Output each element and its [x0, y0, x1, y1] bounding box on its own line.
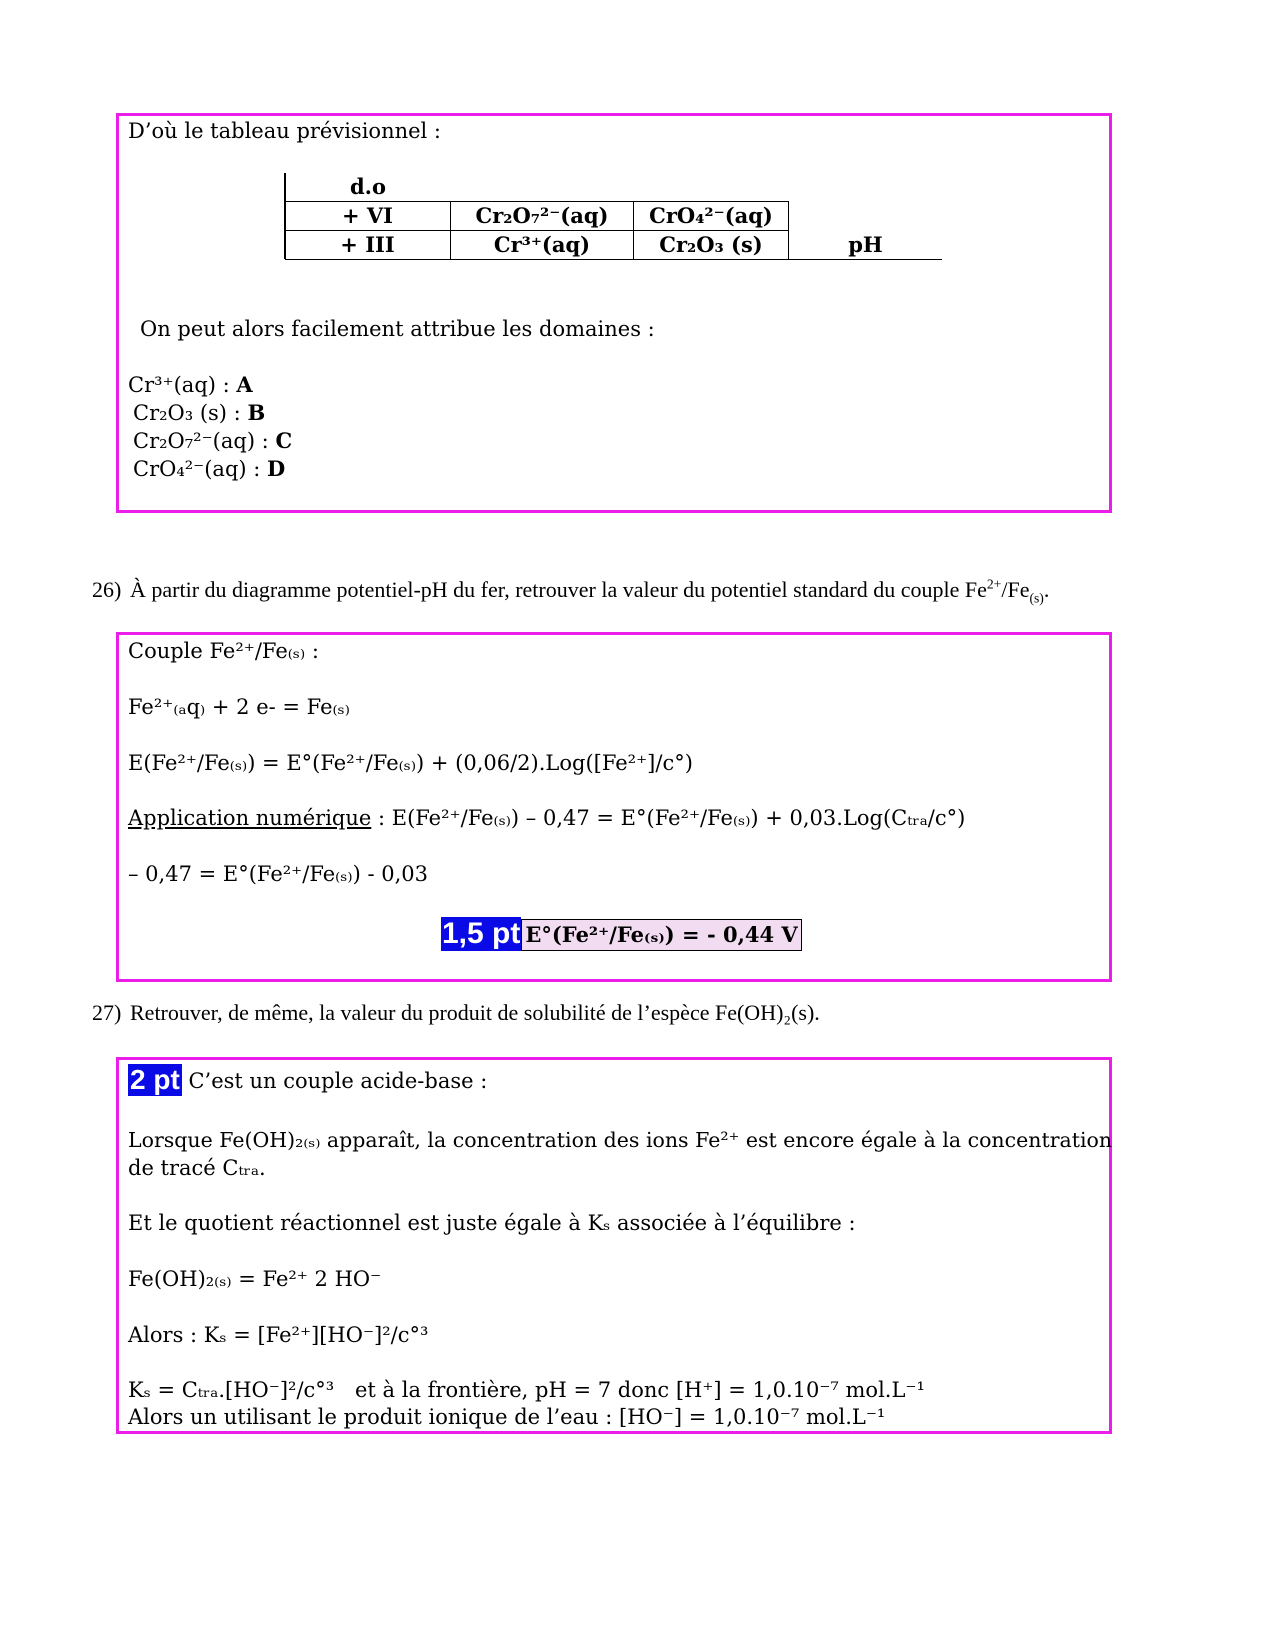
numeric-application — [128, 805, 965, 831]
domains-intro: On peut alors facilement attribue les domaines : — [140, 317, 655, 341]
question-text: Retrouver, de même, la valeur du produit de solubilité de l’espèce Fe(OH)₂(s). — [130, 1000, 820, 1025]
domain-item — [133, 428, 292, 454]
couple-heading: Couple Fe²⁺/Fe₍ₛ₎ : — [128, 639, 319, 663]
question-text: À partir du diagramme potentiel-pH du fer, retrouver la valeur du potentiel standard du couple Fe — [130, 577, 987, 602]
question-26 — [92, 576, 1050, 606]
domain-species: Cr³⁺(aq) : — [128, 373, 237, 397]
table-row — [285, 202, 942, 231]
question-number: 27) — [92, 1000, 122, 1025]
table-cell-species: Cr₂O₃ (s) — [634, 231, 789, 260]
dissolution-equation: Fe(OH)₂₍ₛ₎ = Fe²⁺ 2 HO⁻ — [128, 1267, 382, 1291]
question-text-fe: /Fe — [1001, 577, 1030, 602]
domain-species: Cr₂O₇²⁻(aq) : — [133, 429, 276, 453]
domain-species: CrO₄²⁻(aq) : — [133, 457, 268, 481]
points-badge: 2 pt — [130, 1064, 180, 1095]
table-cell-species: CrO₄²⁻(aq) — [634, 202, 789, 231]
quotient-text: Et le quotient réactionnel est juste égale à Kₛ associée à l’équilibre : — [128, 1211, 856, 1235]
table-do-label: d.o — [350, 174, 387, 199]
final-answer: E°(Fe²⁺/Fe₍ₛ₎) = - 0,44 V — [521, 919, 801, 951]
application-label: Application numérique — [128, 806, 372, 830]
nernst-equation: E(Fe²⁺/Fe₍ₛ₎) = E°(Fe²⁺/Fe₍ₛ₎) + (0,06/2).Log([Fe²⁺]/c°) — [128, 751, 693, 775]
domain-item — [133, 400, 265, 426]
acid-base-heading — [128, 1064, 487, 1096]
table-cell-species: Cr³⁺(aq) — [451, 231, 634, 260]
domain-letter: C — [275, 428, 293, 453]
table-axis-ph: pH — [789, 231, 943, 260]
table-cell-do: + III — [285, 231, 451, 260]
predictive-table — [285, 201, 942, 260]
domain-item — [133, 456, 285, 482]
frontier-ph: et à la frontière, pH = 7 donc [H⁺] = 1,0.10⁻⁷ mol.L⁻¹ — [355, 1378, 925, 1402]
application-text: : E(Fe²⁺/Fe₍ₛ₎) – 0,47 = E°(Fe²⁺/Fe₍ₛ₎) + 0,03.Log(Cₜᵣₐ/c°) — [371, 806, 966, 830]
acid-base-text: C’est un couple acide-base : — [181, 1069, 488, 1093]
table-cell-species: Cr₂O₇²⁻(aq) — [451, 202, 634, 231]
ionic-product: Alors un utilisant le produit ionique de l’eau : [HO⁻] = 1,0.10⁻⁷ mol.L⁻¹ — [128, 1405, 886, 1429]
points-badge: 1,5 pt — [442, 917, 521, 950]
paragraph-line: de tracé Cₜᵣₐ. — [128, 1156, 266, 1180]
domain-letter: A — [236, 372, 253, 397]
ks-expression: Alors : Kₛ = [Fe²⁺][HO⁻]²/c°³ — [128, 1323, 429, 1347]
result-line — [441, 917, 802, 951]
paragraph-line: Lorsque Fe(OH)₂₍ₛ₎ apparaît, la concentration des ions Fe²⁺ est encore égale à la concentration — [128, 1128, 1113, 1152]
question-sub: (s) — [1029, 590, 1044, 606]
question-number: 26) — [92, 577, 122, 602]
tableau-intro: D’où le tableau prévisionnel : — [128, 119, 442, 143]
intermediate-result: – 0,47 = E°(Fe²⁺/Fe₍ₛ₎) - 0,03 — [128, 862, 428, 886]
domain-letter: B — [247, 400, 266, 425]
question-27 — [92, 1000, 820, 1026]
domain-letter: D — [267, 456, 286, 481]
domain-species: Cr₂O₃ (s) : — [133, 401, 248, 425]
ks-ctra: Kₛ = Cₜᵣₐ.[HO⁻]²/c°³ — [128, 1378, 335, 1402]
question-text-end: . — [1043, 577, 1050, 602]
table-row — [285, 231, 942, 260]
domain-item — [128, 372, 253, 398]
half-equation: Fe²⁺₍ₐq₎ + 2 e- = Fe₍ₛ₎ — [128, 695, 350, 719]
table-cell-do: + VI — [285, 202, 451, 231]
question-sup: 2+ — [986, 576, 1002, 592]
